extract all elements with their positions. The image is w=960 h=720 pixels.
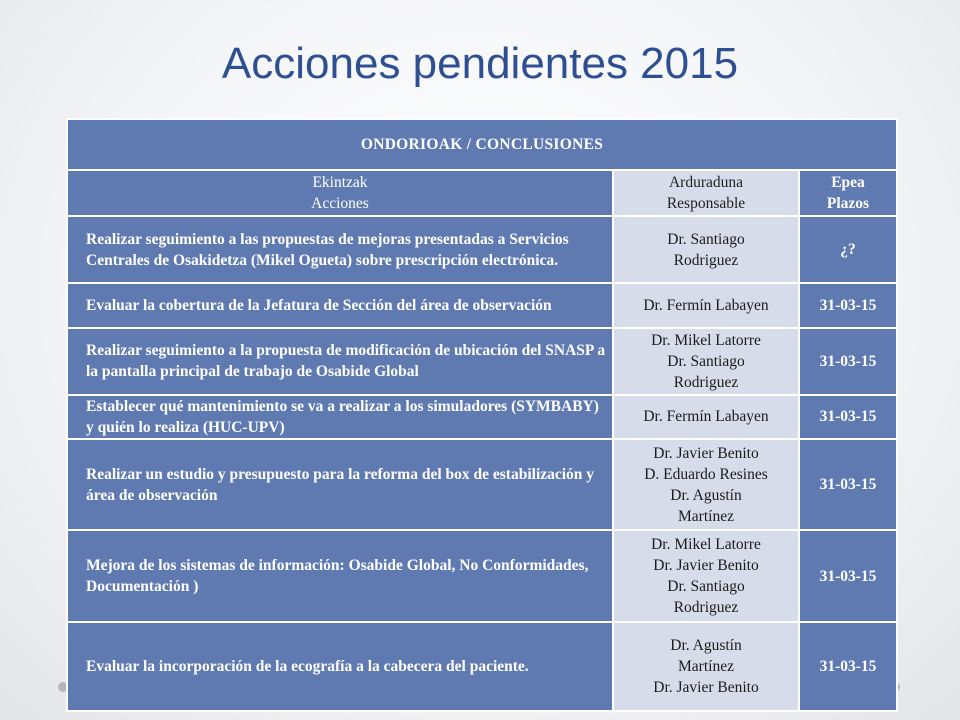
action-cell: Realizar seguimiento a la propuesta de modificación de ubicación del SNASP a la pantalla principal de trabajo de Osabide Global <box>67 328 613 395</box>
responsible-cell <box>613 622 799 711</box>
responsible-cell <box>613 530 799 621</box>
column-header-actions <box>67 170 613 217</box>
deadline-cell: 31-03-15 <box>799 328 897 395</box>
responsible-cell <box>613 216 799 283</box>
table-row <box>67 283 897 328</box>
responsible-line: Dr. Fermín Labayen <box>643 296 769 314</box>
column-header-actions-eu: Ekintzak <box>312 173 368 191</box>
responsible-line: Dr. Javier Benito <box>653 444 759 462</box>
responsible-cell <box>613 439 799 530</box>
responsible-line: Dr. Fermín Labayen <box>643 408 769 426</box>
responsible-line: Rodriguez <box>673 599 739 617</box>
responsible-line: Rodriguez <box>673 251 739 269</box>
pending-actions-table <box>66 118 898 712</box>
slide-title: Acciones pendientes 2015 <box>221 39 739 88</box>
responsible-line: Martínez <box>678 657 734 675</box>
action-cell: Mejora de los sistemas de información: Osabide Global, No Conformidades, Documentación ) <box>67 530 613 621</box>
action-cell: Realizar seguimiento a las propuestas de mejoras presentadas a Servicios Centrales de Osakidetza (Mikel Ogueta) sobre prescripción electrónica. <box>67 216 613 283</box>
column-header-deadline-eu: Epea <box>831 173 865 191</box>
responsible-line: Dr. Santiago <box>667 352 745 370</box>
action-cell: Realizar un estudio y presupuesto para la reforma del box de estabilización y área de observación <box>67 439 613 530</box>
column-header-responsible-eu: Arduraduna <box>668 173 744 191</box>
column-header-deadline-es: Plazos <box>826 194 870 212</box>
table-heading: ONDORIOAK / CONCLUSIONES <box>67 119 897 170</box>
deadline-cell: ¿? <box>799 216 897 283</box>
responsible-cell <box>613 395 799 440</box>
deadline-cell: 31-03-15 <box>799 439 897 530</box>
deadline-cell: 31-03-15 <box>799 395 897 440</box>
table-row <box>67 622 897 711</box>
responsible-line: Rodriguez <box>673 373 739 391</box>
responsible-line: D. Eduardo Resines <box>644 465 768 483</box>
responsible-line: Dr. Santiago <box>667 578 745 596</box>
action-cell: Establecer qué mantenimiento se va a realizar a los simuladores (SYMBABY) y quién lo realiza (HUC-UPV) <box>67 395 613 440</box>
column-header-row <box>67 170 897 217</box>
action-cell: Evaluar la incorporación de la ecografía a la cabecera del paciente. <box>67 622 613 711</box>
responsible-line: Dr. Mikel Latorre <box>651 331 761 349</box>
responsible-line: Dr. Santiago <box>667 230 745 248</box>
deadline-cell: 31-03-15 <box>799 283 897 328</box>
responsible-line: Dr. Mikel Latorre <box>651 536 761 554</box>
responsible-line: Dr. Javier Benito <box>653 678 759 696</box>
deadline-cell: 31-03-15 <box>799 530 897 621</box>
column-header-responsible-es: Responsable <box>666 194 746 212</box>
responsible-line: Dr. Javier Benito <box>653 557 759 575</box>
table-row <box>67 395 897 440</box>
deadline-cell: 31-03-15 <box>799 622 897 711</box>
responsible-line: Dr. Agustín <box>670 636 742 654</box>
responsible-line: Dr. Agustín <box>670 486 742 504</box>
table-heading-row <box>67 119 897 170</box>
column-header-responsible <box>613 170 799 217</box>
column-header-deadline <box>799 170 897 217</box>
column-header-actions-es: Acciones <box>311 194 369 212</box>
table-row <box>67 216 897 283</box>
responsible-cell <box>613 283 799 328</box>
table-row <box>67 439 897 530</box>
action-cell: Evaluar la cobertura de la Jefatura de Sección del área de observación <box>67 283 613 328</box>
table-row <box>67 328 897 395</box>
responsible-cell <box>613 328 799 395</box>
table-row <box>67 530 897 621</box>
responsible-line: Martínez <box>678 507 734 525</box>
